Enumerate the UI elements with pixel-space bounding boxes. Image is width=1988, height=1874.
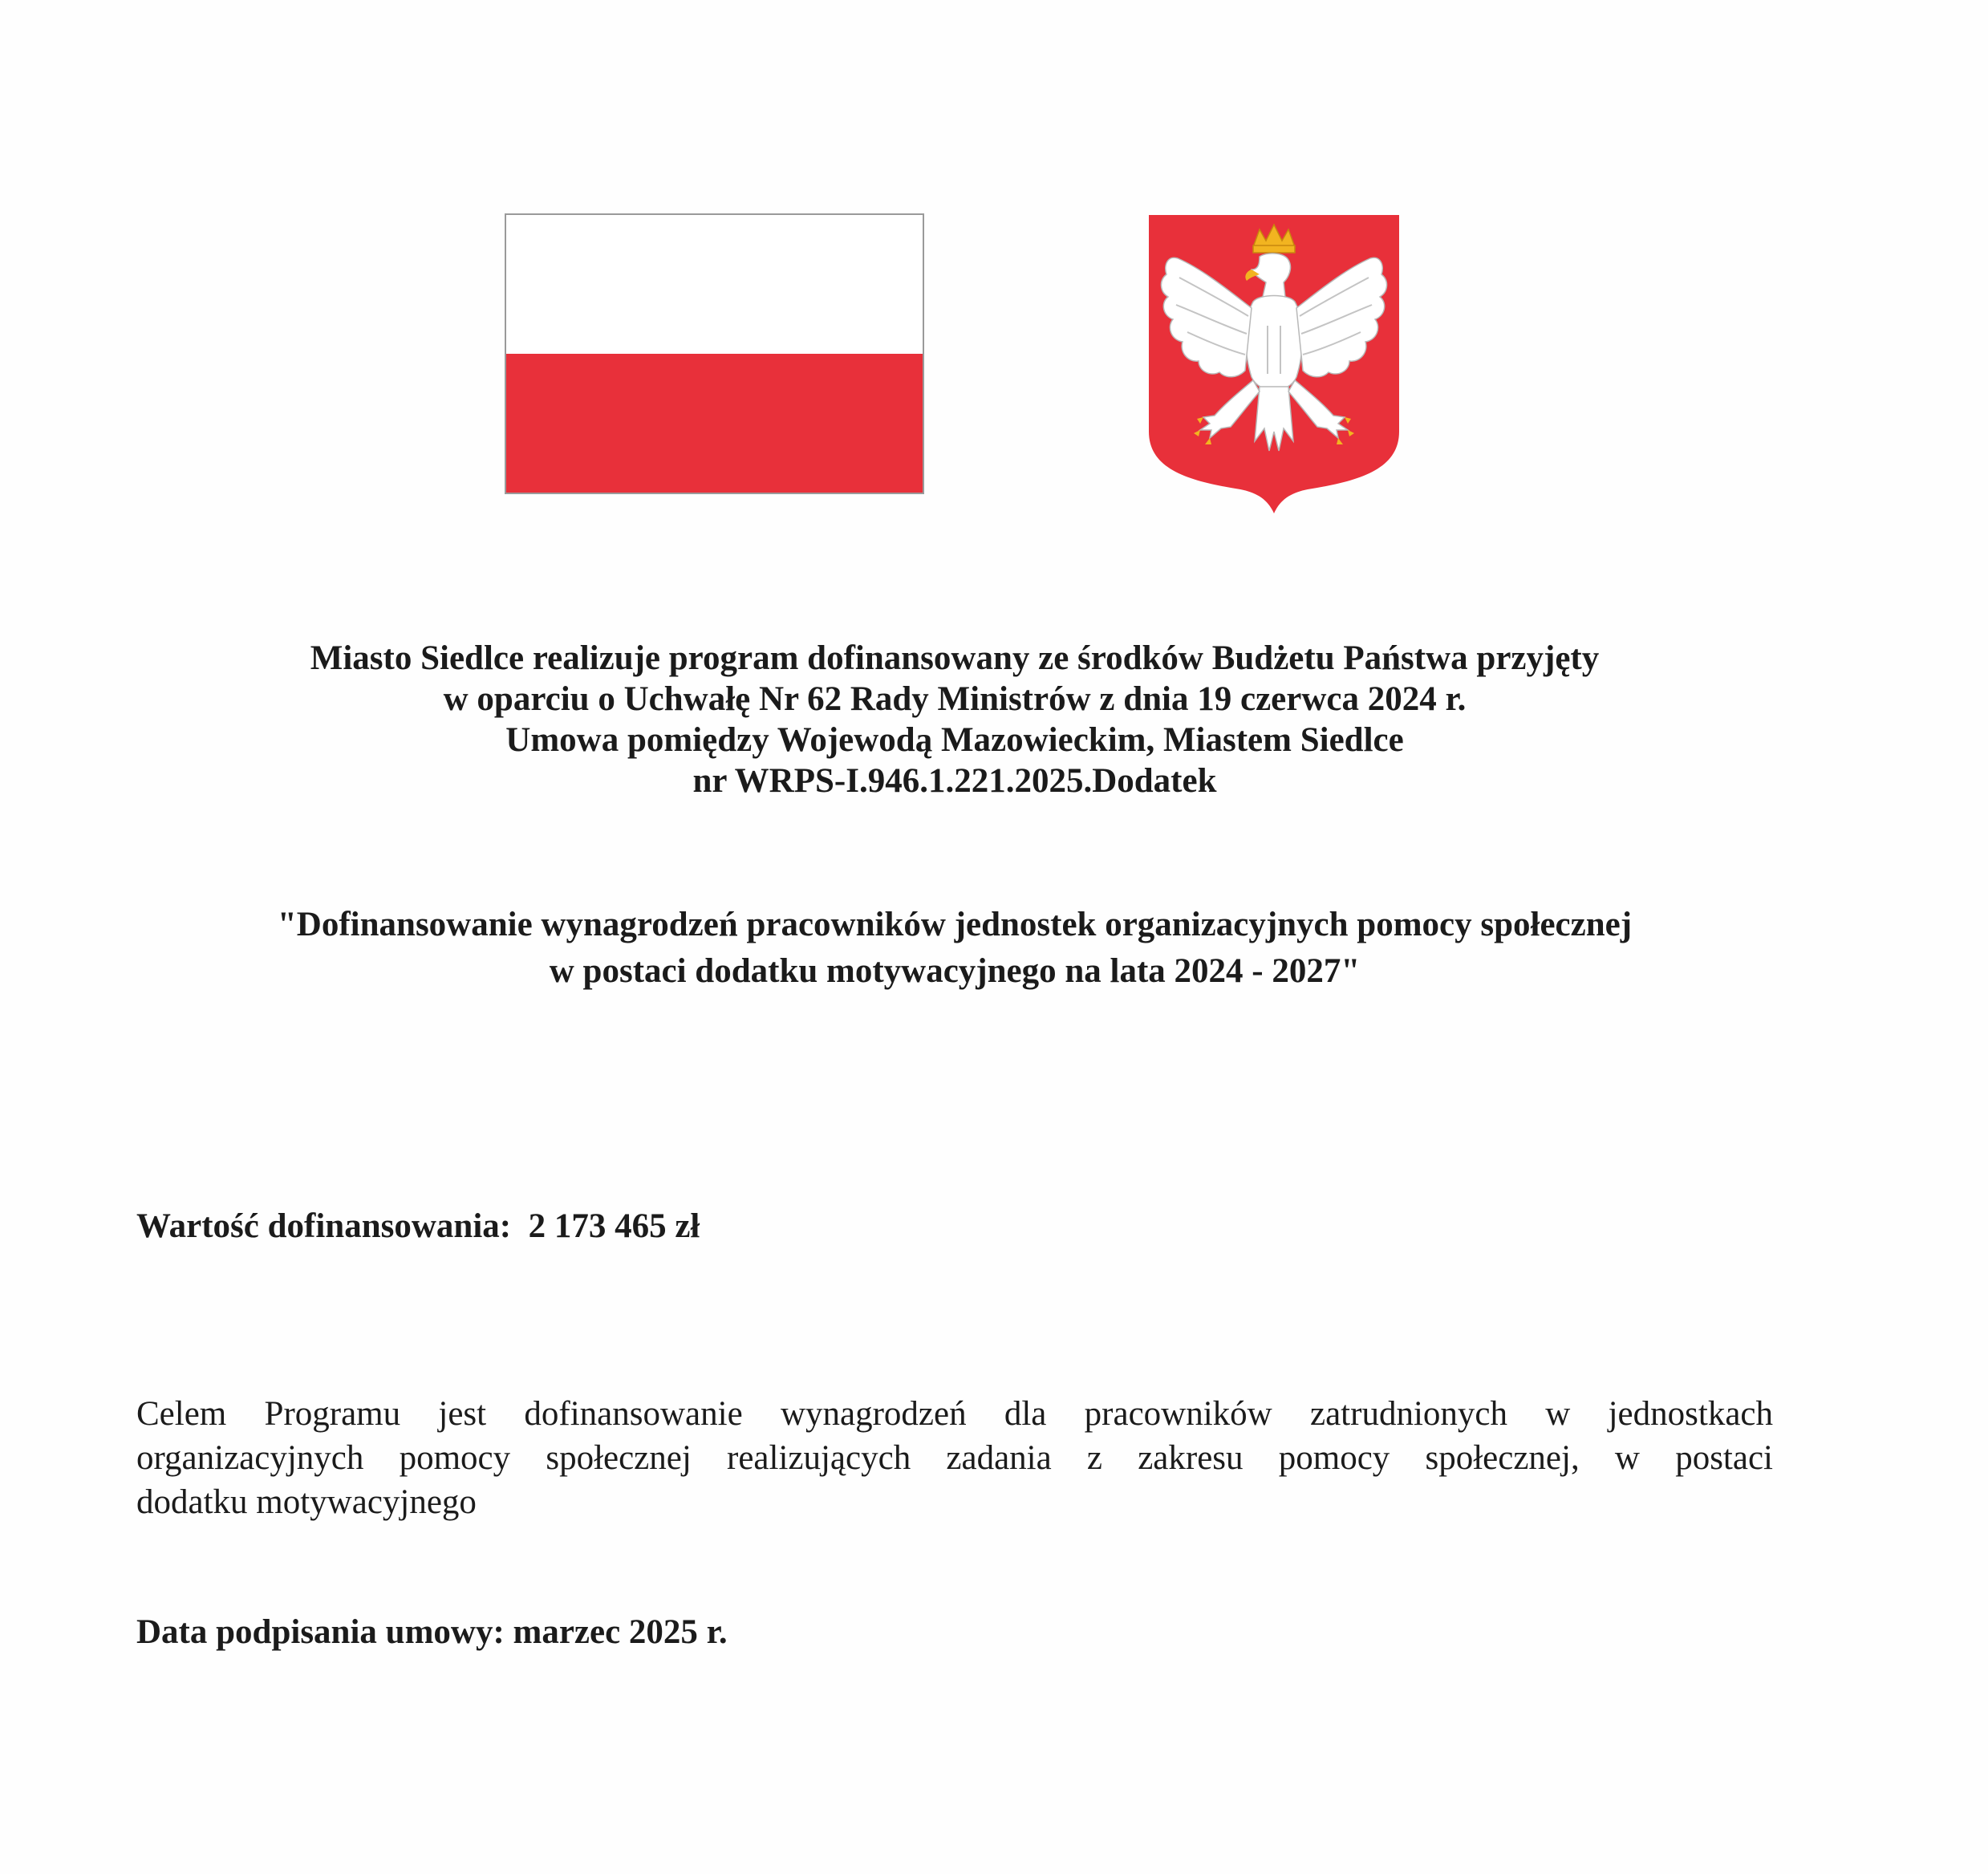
goal-line-2: organizacyjnych pomocy społecznej realizujących zadania z zakresu pomocy społecznej, w postaci [136,1439,1773,1477]
header-line-1: Miasto Siedlce realizuje program dofinansowany ze środków Budżetu Państwa przyjęty [310,639,1600,677]
polish-coat-of-arms-icon [1147,213,1401,515]
program-title [120,902,1789,995]
goal-line-3: dodatku motywacyjnego [136,1483,477,1521]
header-line-4: nr WRPS-I.946.1.221.2025.Dodatek [692,762,1217,800]
program-title-line-1: "Dofinansowanie wynagrodzeń pracowników jednostek organizacyjnych pomocy społecznej [277,906,1633,943]
program-goal-paragraph [136,1392,1773,1524]
flag-white-stripe [506,215,923,354]
polish-flag-icon [505,213,924,494]
program-header [144,638,1765,801]
program-title-line-2: w postaci dodatku motywacyjnego na lata 2024 - 2027" [549,952,1361,990]
funding-amount: 2 173 465 zł [528,1207,700,1245]
header-line-3: Umowa pomiędzy Wojewodą Mazowieckim, Miastem Siedlce [505,721,1404,759]
header-line-2: w oparciu o Uchwałę Nr 62 Rady Ministrów z dnia 19 czerwca 2024 r. [443,680,1467,718]
funding-value [136,1206,700,1247]
funding-label: Wartość dofinansowania: [136,1207,512,1245]
flag-red-stripe [506,354,923,493]
signing-date: Data podpisania umowy: marzec 2025 r. [136,1613,728,1651]
goal-line-1: Celem Programu jest dofinansowanie wynagrodzeń dla pracowników zatrudnionych w jednostkach [136,1395,1773,1433]
